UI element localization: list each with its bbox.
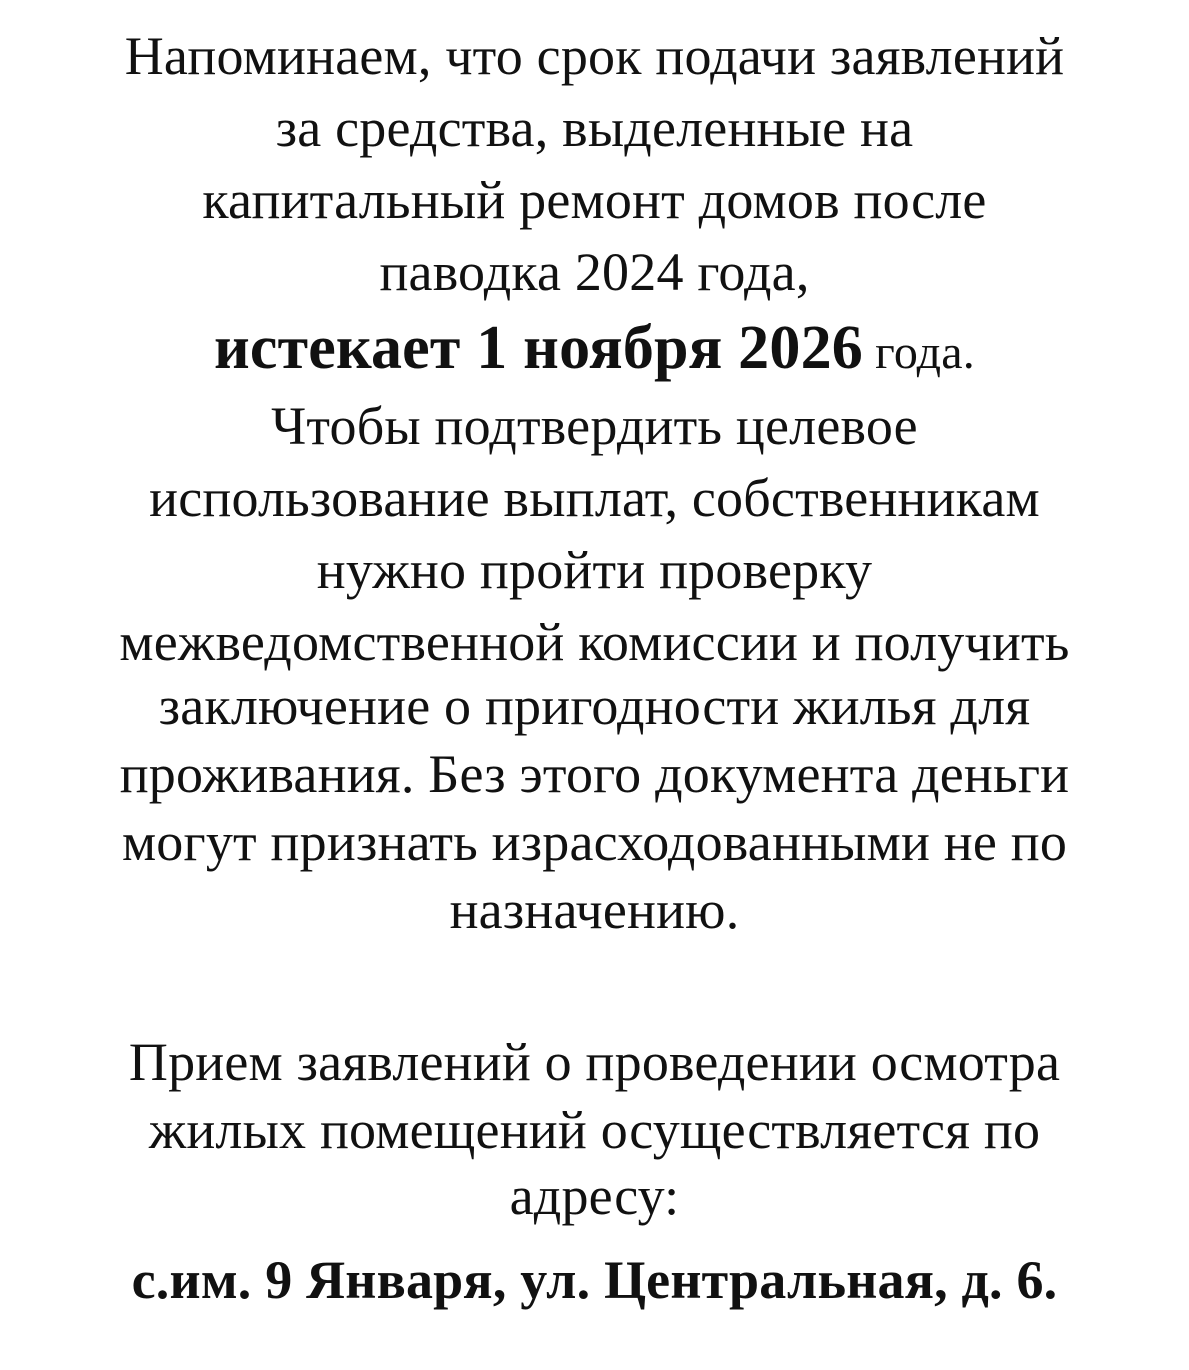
deadline-line — [0, 312, 1189, 389]
body-line-6: проживания. Без этого документа деньги — [119, 744, 1070, 804]
address-line: с.им. 9 Января, ул. Центральная, д. 6. — [131, 1250, 1058, 1310]
body-line-8: назначению. — [449, 880, 740, 940]
body-line-4: межведомственной комиссии и получить — [119, 612, 1070, 672]
deadline-suffix: года. — [862, 326, 976, 379]
body-line-5: заключение о пригодности жилья для — [158, 676, 1031, 736]
intro-line-3: капитальный ремонт домов после — [202, 170, 987, 230]
body-line-1: Чтобы подтвердить целевое — [271, 396, 918, 456]
intro-line-4: паводка 2024 года, — [379, 242, 810, 302]
body-line-3: нужно пройти проверку — [316, 540, 873, 600]
reception-line-1: Прием заявлений о проведении осмотра — [128, 1032, 1061, 1092]
reception-line-3: адресу: — [509, 1166, 680, 1226]
deadline-bold: истекает 1 ноября 2026 — [213, 314, 863, 382]
body-line-2: использование выплат, собственникам — [149, 468, 1040, 528]
intro-line-1: Напоминаем, что срок подачи заявлений — [124, 26, 1065, 86]
reception-line-2: жилых помещений осуществляется по — [148, 1100, 1041, 1160]
body-line-7: могут признать израсходованными не по — [121, 812, 1068, 872]
intro-line-2: за средства, выделенные на — [275, 98, 914, 158]
